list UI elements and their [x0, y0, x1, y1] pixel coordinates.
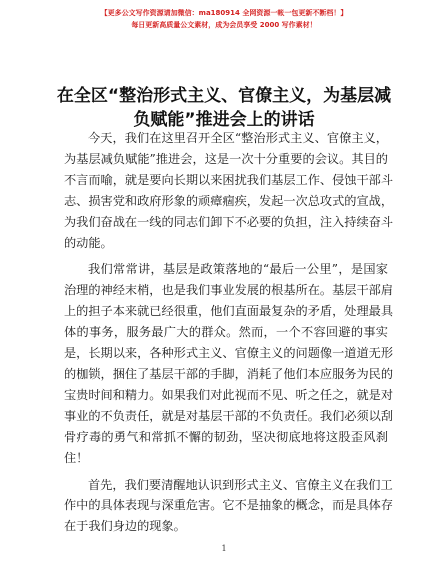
document-body	[64, 128, 394, 543]
title-line-1: 在全区“整治形式主义、官僚主义，为基层减	[56, 86, 392, 106]
promo-banner-line-1: 【更多公文写作资源请加微信：ma180914 全网资源一帐一包更新不断档！】	[100, 9, 348, 17]
paragraph-line: 事业的不负责任，就是对基层干部的不负责任。我们必须以刮	[64, 408, 394, 423]
paragraph-line: 的动能。	[64, 235, 113, 250]
page-number: 1	[221, 544, 227, 553]
paragraph-line: 骨疗毒的勇气和常抓不懈的韧劲，坚决彻底地将这股歪风刹	[64, 429, 388, 444]
paragraph-line: 为基层减负赋能”推进会，这是一次十分重要的会议。其目的	[64, 151, 388, 166]
promo-banner-line-2: 每日更新高质量公文素材，成为会员享受 2000 写作素材！	[131, 21, 317, 29]
paragraph-line: 住！	[64, 450, 89, 465]
paragraph-line: 体的事务，服务最广大的群众。然而，一个不容回避的事实	[64, 325, 388, 340]
paragraph-2	[64, 259, 394, 468]
paragraph-3	[64, 475, 394, 538]
paragraph-line: 我们常常讲，基层是政策落地的“最后一公里”，是国家	[88, 262, 388, 277]
paragraph-line: 宝贵时间和精力。如果我们对此视而不见、听之任之，就是对	[64, 387, 394, 402]
paragraph-line: 志、损害党和政府形象的顽瘴痼疾，发起一次总攻式的宣战，	[64, 193, 394, 208]
paragraph-line: 是，长期以来，各种形式主义、官僚主义的问题像一道道无形	[64, 346, 394, 361]
document-title	[44, 84, 404, 132]
paragraph-line: 今天，我们在这里召开全区“整治形式主义、官僚主义，	[88, 131, 388, 145]
paragraph-line: 为我们奋战在一线的同志们卸下不必要的负担，注入持续奋斗	[64, 214, 394, 229]
title-line-2: 负赋能”推进会上的讲话	[133, 110, 315, 130]
paragraph-line: 的枷锁，捆住了基层干部的手脚，消耗了他们本应服务为民的	[64, 366, 394, 381]
paragraph-line: 作中的具体表现与深重危害。它不是抽象的概念，而是具体存	[64, 498, 394, 513]
paragraph-line: 治理的神经末梢，也是我们事业发展的根基所在。基层干部肩	[64, 283, 394, 298]
paragraph-line: 在于我们身边的现象。	[64, 519, 186, 534]
paragraph-line: 上的担子本来就已经很重，他们直面最复杂的矛盾，处理最具	[64, 304, 394, 319]
paragraph-line: 首先，我们要清醒地认识到形式主义、官僚主义在我们工	[88, 477, 393, 492]
paragraph-1	[64, 128, 394, 253]
paragraph-line: 不言而喻，就是要向长期以来困扰我们基层工作、侵蚀干部斗	[64, 172, 394, 187]
